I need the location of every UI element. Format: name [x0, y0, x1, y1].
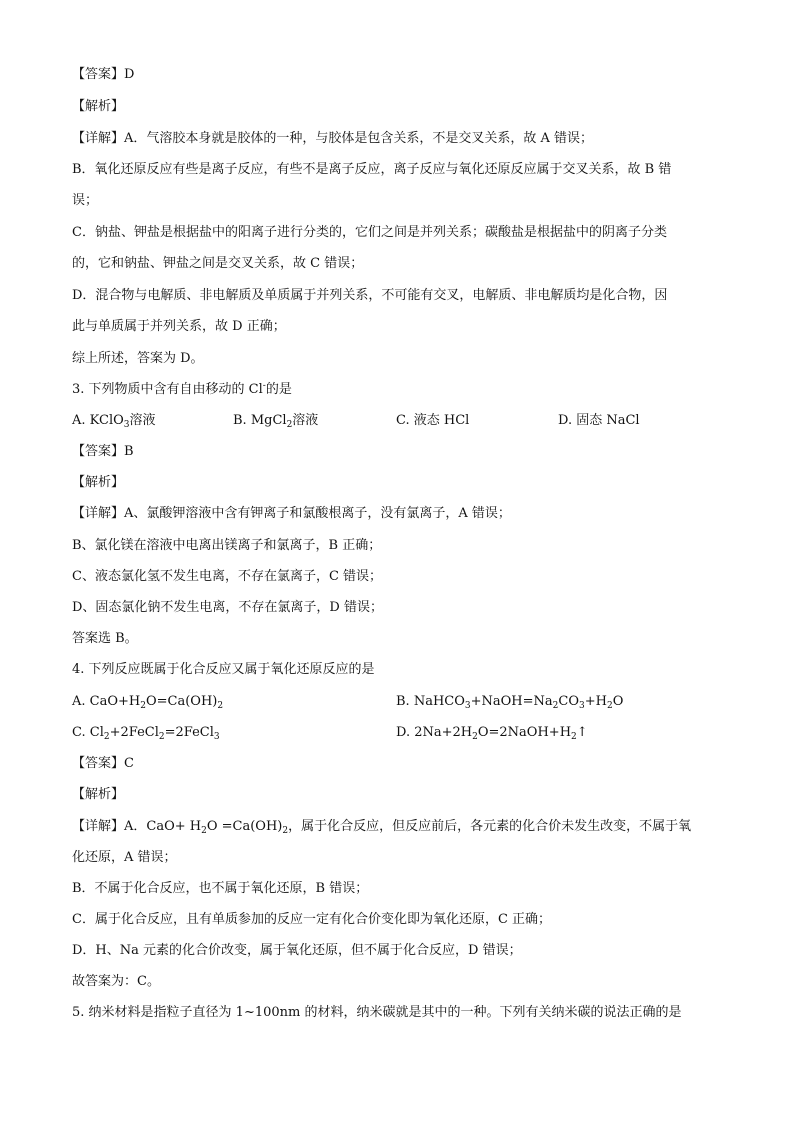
option-a: [72, 412, 156, 430]
option-b: B. $NaHCO_3+NaOH=Na_2CO_3+H_2O$: [396, 694, 624, 711]
option-b: [233, 412, 318, 430]
analysis-label: 【解析】: [72, 99, 125, 114]
question-stem: [72, 381, 292, 399]
detail-line: C．属于化合反应，且有单质参加的反应一定有化合价变化即为氧化还原，C 正确；: [72, 912, 552, 927]
detail-line: D、固态氯化钠不发生电离，不存在氯离子，D 错误；: [72, 600, 383, 615]
superscript: -: [262, 381, 266, 391]
detail-label: 【详解】: [72, 506, 125, 521]
detail-line: B．不属于化合反应，也不属于氧化还原，B 错误；: [72, 881, 369, 896]
option-text: 溶液: [129, 413, 156, 428]
detail-line: C．钠盐、钾盐是根据盐中的阳离子进行分类的，它们之间是并列关系；碳酸盐是根据盐中的阴离子分类: [72, 225, 667, 240]
detail-line: D．H、Na 元素的化合价改变，属于氧化还原，但不属于化合反应，D 错误；: [72, 943, 522, 958]
analysis-label: 【解析】: [72, 475, 125, 490]
option-d: D. $2Na+2H_2O=2NaOH+H_2↑$: [396, 725, 588, 742]
summary-line: 综上所述，答案为 D。: [72, 351, 204, 366]
summary-line: 答案选 B。: [72, 631, 138, 646]
subscript: 3: [123, 420, 130, 430]
detail-line: B．氧化还原反应有些是离子反应，有些不是离子反应，离子反应与氧化还原反应属于交叉关系，故 B 错: [72, 162, 672, 177]
detail-line: 此与单质属于并列关系，故 D 正确；: [72, 319, 286, 334]
stem-text: 的是: [265, 382, 292, 397]
detail-line: [72, 130, 593, 148]
answer-label: 【答案】: [72, 67, 125, 82]
option-c: C. $Cl_2+2FeCl_2=2FeCl_3$: [72, 725, 220, 742]
detail-line: [72, 505, 511, 523]
option-a: A. $CaO+H_2O=Ca(OH)_2$: [72, 694, 224, 711]
answer-line: [72, 66, 134, 84]
detail-line: 误；: [72, 193, 99, 208]
detail-label: 【详解】: [72, 819, 125, 834]
option-text: B. MgCl: [233, 413, 287, 428]
option-text: 溶液: [292, 413, 319, 428]
detail-text: ，属于化合反应，但反应前后，各元素的化合价未发生改变，不属于氧: [288, 819, 692, 834]
answer-value: D: [124, 67, 135, 82]
detail-text: A、氯酸钾溶液中含有钾离子和氯酸根离子，没有氯离子，A 错误；: [124, 506, 511, 521]
option-d: D. 固态 NaCl: [558, 413, 640, 428]
stem-text: 3. 下列物质中含有自由移动的 Cl: [72, 382, 263, 397]
analysis-label: 【解析】: [72, 787, 125, 802]
detail-line: C、液态氯化氢不发生电离，不存在氯离子，C 错误；: [72, 569, 383, 584]
detail-label: 【详解】: [72, 131, 125, 146]
answer-line: [72, 443, 134, 461]
detail-line: 的，它和钠盐、钾盐之间是交叉关系，故 C 错误；: [72, 256, 364, 271]
summary-line: 故答案为：C。: [72, 974, 160, 989]
detail-line: [72, 818, 691, 836]
detail-line: D．混合物与电解质、非电解质及单质属于并列关系，不可能有交叉，电解质、非电解质均是化合物，因: [72, 288, 668, 303]
detail-line: B、氯化镁在溶液中电离出镁离子和氯离子，B 正确；: [72, 538, 382, 553]
answer-value: C: [124, 756, 134, 771]
question-stem: 5. 纳米材料是指粒子直径为 1~100nm 的材料，纳米碳就是其中的一种。下列有关纳米碳的说法正确的是: [72, 1005, 682, 1020]
answer-value: B: [124, 444, 134, 459]
detail-text: A．气溶胶本身就是胶体的一种，与胶体是包含关系，不是交叉关系，故 A 错误；: [124, 131, 594, 146]
answer-label: 【答案】: [72, 756, 125, 771]
detail-line: 化还原，A 错误；: [72, 850, 177, 865]
option-c: C. 液态 HCl: [396, 413, 470, 428]
answer-label: 【答案】: [72, 444, 125, 459]
answer-line: [72, 755, 134, 773]
subscript: 2: [286, 420, 293, 430]
question-stem: 4. 下列反应既属于化合反应又属于氧化还原反应的是: [72, 662, 375, 677]
option-text: A. KClO: [72, 413, 124, 428]
detail-text: A．$CaO+ H_2O =Ca(OH)_2$: [124, 819, 289, 836]
